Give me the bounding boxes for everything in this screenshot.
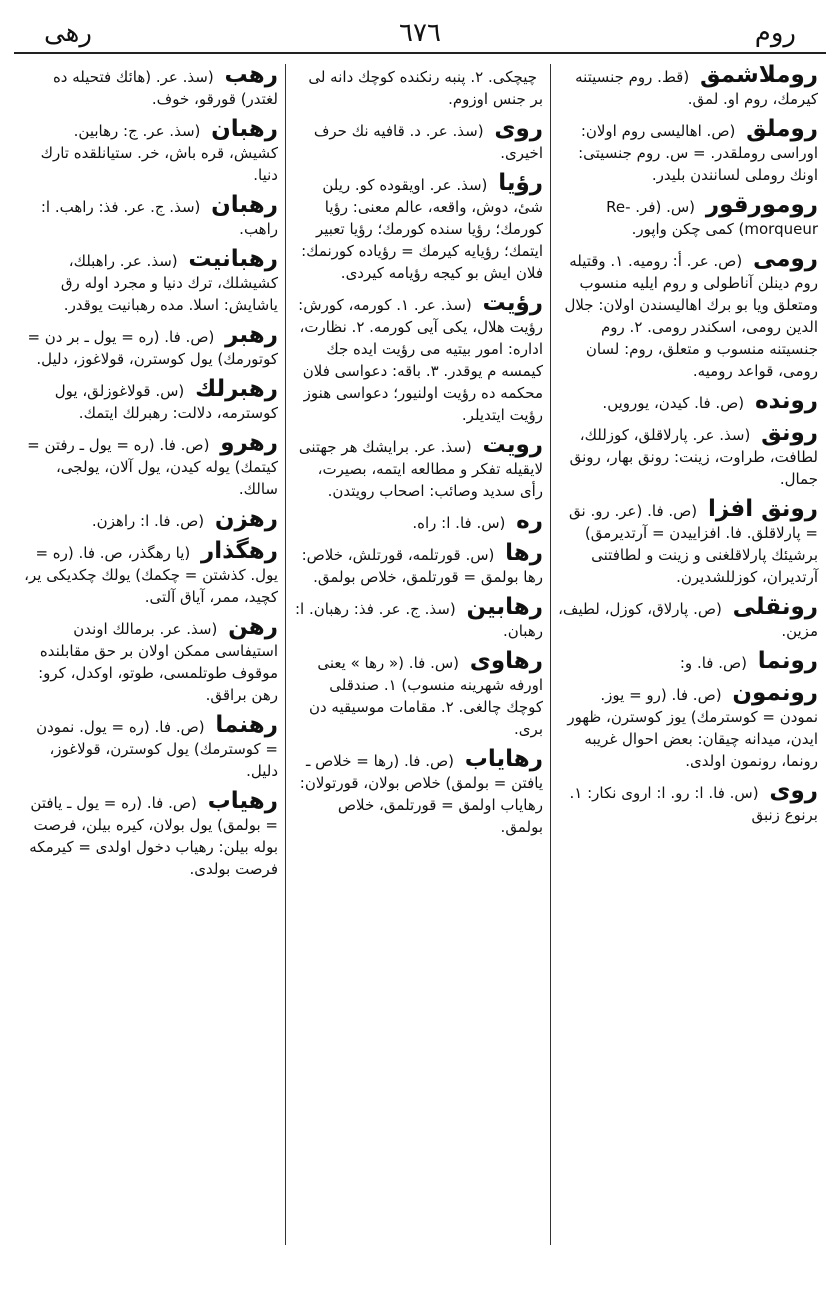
column-right bbox=[552, 64, 824, 1245]
dictionary-entry bbox=[558, 64, 818, 110]
dictionary-entry bbox=[20, 616, 278, 706]
entry-definition: (ص. فا. ا: راهزن. bbox=[91, 512, 205, 530]
dictionary-entry bbox=[20, 790, 278, 880]
entry-headword: رهب bbox=[224, 64, 278, 88]
dictionary-entry bbox=[558, 650, 818, 674]
dictionary-entry bbox=[293, 596, 543, 642]
entry-definition: (سذ. عر. راهبلك، كشیشلك، ترك دنیا و مجرد اوله رق یاشایش: اسلا. مده رهبانیت یوقدر. bbox=[60, 252, 278, 314]
header-left-guide-word: رهی bbox=[44, 18, 92, 48]
dictionary-entry bbox=[20, 194, 278, 240]
dictionary-entry bbox=[558, 194, 818, 240]
entry-headword: رها bbox=[505, 540, 543, 566]
entry-headword: رویت bbox=[482, 432, 543, 458]
dictionary-entry bbox=[20, 378, 278, 424]
entry-definition: (سذ. عر. اویقوده كو. ریلن شیٔ، دوش، واقعه، عالم معنی: رؤیا كورمك؛ رؤیا سنده كورمك؛ رؤیا تعبیر ایتمك؛ رؤیایه كیرمك = رؤیاده كورنمك: فلان ایش بو كیجه رؤیامه كیردی. bbox=[301, 176, 543, 282]
entry-headword: رهبان bbox=[211, 116, 278, 142]
entry-definition: (ص. فا. (ره = یول. نمودن = كوسترمك) یول كوسترن، قولاغوز، دلیل. bbox=[36, 718, 278, 780]
dictionary-entry bbox=[293, 118, 543, 164]
entry-definition: (س. قورتلمه، قورتلش، خلاص: رها بولمق = قورتلمق، خلاص بولمق. bbox=[301, 546, 543, 586]
entry-definition: (ص. فا. (ره = یول ـ بر دن = كوتورمك) یول كوسترن، قولاغوز، دلیل. bbox=[27, 328, 278, 368]
entry-headword: رونده bbox=[754, 388, 818, 414]
dictionary-entry bbox=[558, 682, 818, 772]
entry-headword: رونقلی bbox=[732, 594, 818, 620]
header-rule bbox=[14, 52, 826, 54]
entry-definition: (سذ. عر. برمالك اوندن استیفاسی ممكن اولان بر حق مقابلنده موقوف طوتلمسی، طوتو، اوكدل، كرو: رهن براقق. bbox=[38, 620, 278, 704]
entry-definition: (قط. روم جنسیتنه كیرمك، روم او. لمق. bbox=[575, 68, 818, 108]
entry-headword: رومورقور bbox=[705, 192, 818, 218]
entry-headword: رونما bbox=[757, 648, 818, 674]
entry-definition: (ص. پارلاق، كوزل، لطیف، مزین. bbox=[558, 600, 818, 640]
entry-definition: (سذ. عر. (هائك فتحیله ده لغتدر) قورقو، خوف. bbox=[52, 68, 278, 108]
column-left bbox=[14, 64, 284, 1245]
dictionary-entry bbox=[558, 118, 818, 186]
entry-definition: (ص. فا. (رها = خلاص ـ یافتن = بولمق) خلاص بولان، قورتولان: رهایاب اولمق = قورتلمق، خلاص بولمق. bbox=[299, 752, 543, 836]
entry-headword: رهایاب bbox=[464, 746, 543, 772]
entry-definition: (س. قولاغوزلق، یول كوسترمه، دلالت: رهبرلك ایتمك. bbox=[54, 382, 278, 422]
dictionary-entry bbox=[20, 540, 278, 608]
entry-definition: (ص. فا. (عر. رو. نق = پارلاقلق. فا. افزاییدن = آرتدیرمق) برشیئك پارلاقلغنی و زینت و لطافتنی آرتدیران، كوزللشدیرن. bbox=[569, 502, 818, 586]
dictionary-entry bbox=[558, 248, 818, 382]
column-divider bbox=[285, 64, 286, 1245]
dictionary-entry bbox=[20, 248, 278, 316]
entry-definition: (ص. عر. أ: رومیه. ١. وقتیله روم دینلن آناطولی و روم ایلیه منسوب ومتعلق ویا بو برك اهالیسندن اولان: جلال الدین رومی، اسكندر رومی. ٢. روم جنسیتنه منسوب و متعلق، روم: لسان رومی، قواعد رومیه. bbox=[564, 252, 818, 380]
dictionary-entry bbox=[558, 498, 818, 588]
entry-definition: (سذ. ج. عر. فذ: راهب. ا: راهب. bbox=[40, 198, 278, 238]
entry-headword: رونق افزا bbox=[707, 496, 818, 522]
entry-definition: (سذ. عر. ج: رهابین. كشیش، قره باش، خر. ستیانلقده تارك دنیا. bbox=[40, 122, 278, 184]
dictionary-entry bbox=[293, 542, 543, 588]
entry-headword: رهابین bbox=[466, 594, 543, 620]
dictionary-entry bbox=[20, 714, 278, 782]
dictionary-entry bbox=[20, 324, 278, 370]
entry-headword: روی bbox=[769, 778, 818, 804]
entry-headword: روملاشمق bbox=[699, 64, 818, 88]
dictionary-entry bbox=[558, 596, 818, 642]
page-number: ٦٧٦ bbox=[399, 18, 441, 48]
entry-headword: رهاوی bbox=[469, 648, 543, 674]
entry-definition: (سذ. عر. برایشك هر جهتنی لایقیله تفكر و مطالعه ایتمه، بصیرت، رأی سدید وصائب: اصحاب رویتدن. bbox=[298, 438, 543, 500]
entry-definition: (سذ. عر. د. قافیه نك حرف اخیری. bbox=[313, 122, 543, 162]
column-divider bbox=[550, 64, 551, 1245]
entry-definition: (یا رهگذر، ص. فا. (ره = یول. كذشتن = چكمك) یولك چكدیكی یر، كچید، ممر، آیاق آلتی. bbox=[24, 544, 278, 606]
entry-definition: (ص. فا. (رو = یوز. نمودن = كوسترمك) یوز كوسترن، ظهور ایدن، میدانه چیقان: بعض احوال غریبه رونما، رونمون اولدی. bbox=[567, 686, 818, 770]
dictionary-entry bbox=[558, 422, 818, 490]
entry-definition: (س. فا. ا: راه. bbox=[412, 514, 506, 532]
entry-definition: (ص. فا. و: bbox=[679, 654, 747, 672]
entry-headword: رهرو bbox=[220, 430, 278, 456]
entry-headword: رهبرلك bbox=[195, 376, 278, 402]
entry-definition: (سذ. عر. ١. كورمه، كورش: رؤیت هلال، یكی آیی كورمه. ٢. نظارت، اداره: امور بیتیه می رؤیت ایده جك كیمسه م یوقدر. ٣. باقه: دعواسی فلان محكمه ده رؤیت اولنیور؛ دعواسی هنوز رؤیت ایتدیلر. bbox=[298, 296, 543, 424]
entry-headword: رهیاب bbox=[207, 788, 278, 814]
entry-headword: رونمون bbox=[732, 680, 818, 706]
entry-definition: (س. فا. (« رها » یعنی اورفه شهرینه منسوب) ١. صندقلی كوچك چالغی. ٢. مقامات موسیقیه دن بری. bbox=[308, 654, 543, 738]
page-header bbox=[14, 8, 826, 50]
dictionary-entry bbox=[558, 780, 818, 826]
dictionary-entry bbox=[20, 508, 278, 532]
entry-definition: (سذ. ج. عر. فذ: رهبان. ا: رهبان. bbox=[294, 600, 543, 640]
entry-headword: رهن bbox=[228, 614, 278, 640]
header-right-guide-word: روم bbox=[754, 18, 796, 48]
dictionary-entry bbox=[293, 434, 543, 502]
dictionary-entry bbox=[20, 118, 278, 186]
entry-headword: رؤیا bbox=[498, 170, 543, 196]
entry-headword: رهبان bbox=[211, 192, 278, 218]
entry-headword: رهبانیت bbox=[188, 246, 278, 272]
column-middle bbox=[287, 64, 549, 1245]
entry-headword: ره bbox=[516, 508, 543, 534]
dictionary-entry bbox=[293, 172, 543, 284]
entry-definition: چیچكی. ٢. پنبه رنكنده كوچك دانه لی بر جنس اوزوم. bbox=[308, 68, 543, 108]
entry-definition: (سذ. عر. پارلاقلق، كوزللك، لطافت، طراوت، زینت: رونق بهار، رونق جمال. bbox=[569, 426, 818, 488]
dictionary-entry bbox=[293, 292, 543, 426]
entry-definition: (س. (فر. Re-morqueur) كمی چكن واپور. bbox=[606, 198, 818, 238]
entry-definition: (ص. فا. (ره = یول ـ یافتن = بولمق) یول بولان، كیره بیلن، فرصت بوله بیلن: رهیاب دخول اولدی = كیرمكه فرصت بولدی. bbox=[29, 794, 278, 878]
entry-headword: رونق bbox=[761, 420, 818, 446]
entry-headword: رهزن bbox=[214, 506, 278, 532]
entry-headword: رؤیت bbox=[482, 290, 543, 316]
dictionary-entry bbox=[558, 390, 818, 414]
dictionary-entry bbox=[293, 748, 543, 838]
entry-headword: رومی bbox=[752, 246, 818, 272]
dictionary-entry bbox=[293, 510, 543, 534]
entry-headword: روملق bbox=[746, 116, 818, 142]
dictionary-entry bbox=[20, 64, 278, 110]
entry-headword: رهنما bbox=[215, 712, 278, 738]
entry-headword: رهبر bbox=[225, 322, 278, 348]
entry-headword: روی bbox=[494, 116, 543, 142]
entry-headword: رهگذار bbox=[201, 538, 278, 564]
entry-definition: (ص. فا. (ره = یول ـ رفتن = كیتمك) یوله كیدن، یول آلان، یولجی، سالك. bbox=[27, 436, 278, 498]
dictionary-entry bbox=[293, 64, 543, 110]
entry-definition: (س. فا. ا: رو. ا: اروی نكار: ١. برنوع زنبق bbox=[569, 784, 818, 824]
entry-definition: (ص. اهالیسی روم اولان: اوراسی روملقدر. = س. روم جنسیتی: اونك روملی لسانندن بلیدر. bbox=[578, 122, 818, 184]
dictionary-entry bbox=[293, 650, 543, 740]
dictionary-entry bbox=[20, 432, 278, 500]
entry-definition: (ص. فا. كیدن، یورویں. bbox=[602, 394, 745, 412]
